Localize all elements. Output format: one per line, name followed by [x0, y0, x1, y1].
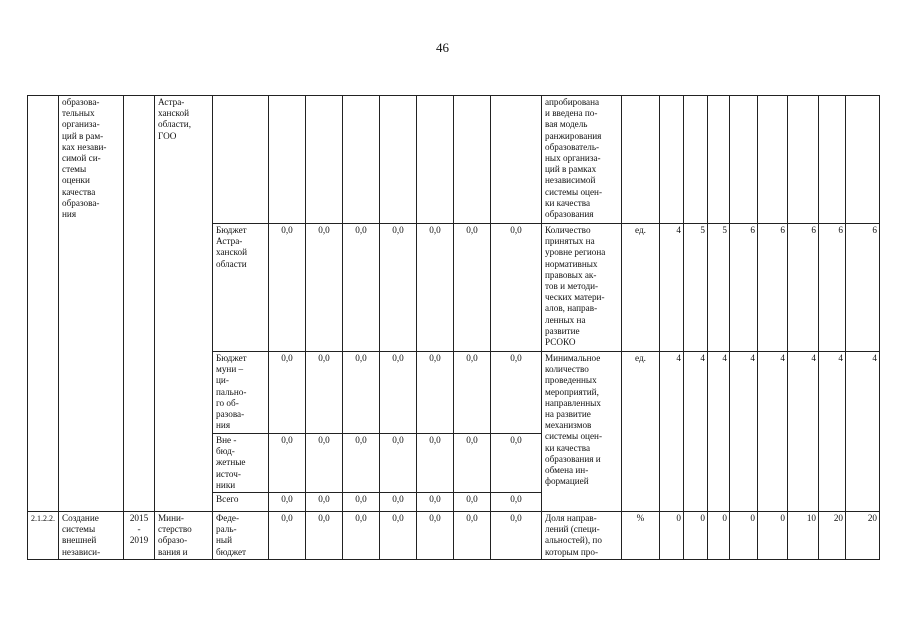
budget-value: 0,0: [269, 434, 306, 493]
budget-value: 0,0: [380, 434, 417, 493]
indicator-value: 4: [788, 352, 819, 512]
budget-value: 0,0: [454, 512, 491, 560]
indicator-value: 6: [846, 224, 880, 352]
indicator-value: 4: [730, 352, 758, 512]
budget-value: 0,0: [306, 224, 343, 352]
indicator-text: Минимальное количество проведенных мероприятий, направленных на развитие механизмов системы оцен- ки качества образования и обмена ин- формацией: [542, 352, 622, 512]
source-label: Всего: [213, 493, 269, 512]
budget-value: 0,0: [343, 434, 380, 493]
budget-value: 0,0: [491, 512, 542, 560]
indicator-value: 4: [660, 352, 684, 512]
indicator-value: 4: [708, 352, 730, 512]
budget-value: 0,0: [454, 493, 491, 512]
indicator-unit: %: [622, 512, 660, 560]
indicator-value: 4: [660, 224, 684, 352]
indicator-value: 6: [788, 224, 819, 352]
indicator-value: 5: [684, 224, 708, 352]
budget-value: 0,0: [306, 352, 343, 434]
period-cell: [124, 96, 155, 512]
indicator-text: апробирована и введена по- вая модель ранжирования образователь- ных организа- ций в рамках независимой системы оцен- ки качества образования: [542, 96, 622, 224]
budget-value: 0,0: [269, 493, 306, 512]
budget-value: 0,0: [343, 224, 380, 352]
budget-value: 0,0: [306, 493, 343, 512]
row-code: 2.1.2.2.: [28, 512, 59, 560]
budget-value: 0,0: [380, 352, 417, 434]
indicator-value: 0: [758, 512, 788, 560]
indicator-value: 5: [708, 224, 730, 352]
executor-cell: Астра- ханской области, ГОО: [155, 96, 213, 512]
budget-value: 0,0: [306, 434, 343, 493]
budget-value: 0,0: [269, 224, 306, 352]
indicator-text: Количество принятых на уровне региона нормативных правовых ак- тов и методи- ческих матери- алов, направ- ленных на развитие РСОКО: [542, 224, 622, 352]
indicator-value: 0: [730, 512, 758, 560]
budget-value: 0,0: [343, 493, 380, 512]
indicator-value: 6: [819, 224, 846, 352]
indicator-text: Доля направ- лений (специ- альностей), по которым про-: [542, 512, 622, 560]
indicator-value: 0: [660, 512, 684, 560]
budget-value: 0,0: [380, 512, 417, 560]
indicator-value: 4: [819, 352, 846, 512]
row-code-cell: [28, 96, 59, 512]
budget-value: 0,0: [417, 352, 454, 434]
budget-value: 0,0: [380, 493, 417, 512]
indicator-value: 4: [758, 352, 788, 512]
source-label: Феде- раль- ный бюджет: [213, 512, 269, 560]
budget-value: 0,0: [491, 493, 542, 512]
budget-value: 0,0: [306, 512, 343, 560]
budget-value: 0,0: [491, 352, 542, 434]
activity-name: Создание системы внешней независи-: [59, 512, 124, 560]
budget-value: 0,0: [343, 512, 380, 560]
budget-value: 0,0: [269, 352, 306, 434]
budget-value: 0,0: [417, 434, 454, 493]
source-label: Вне - бюд- жетные источ- ники: [213, 434, 269, 493]
indicator-value: 0: [684, 512, 708, 560]
indicator-value: 20: [846, 512, 880, 560]
budget-value: 0,0: [491, 224, 542, 352]
budget-value: 0,0: [417, 224, 454, 352]
indicator-value: 20: [819, 512, 846, 560]
activity-name: образова- тельных организа- ций в рам- ках незави- симой си- стемы оценки качества образова- ния: [59, 96, 124, 512]
table-row: [28, 96, 880, 224]
page-number: 46: [436, 40, 449, 55]
budget-value: 0,0: [454, 434, 491, 493]
executor-cell: Мини- стерство образо- вания и: [155, 512, 213, 560]
indicator-value: 6: [730, 224, 758, 352]
budget-value: 0,0: [417, 493, 454, 512]
indicator-unit: ед.: [622, 352, 660, 512]
period-cell: 2015 - 2019: [124, 512, 155, 560]
budget-value: 0,0: [343, 352, 380, 434]
indicator-value: 6: [758, 224, 788, 352]
table-row: [28, 512, 880, 560]
budget-value: 0,0: [380, 224, 417, 352]
source-label: Бюджет муни – ци- пально- го об- разова- ния: [213, 352, 269, 434]
budget-value: 0,0: [269, 512, 306, 560]
budget-value: 0,0: [417, 512, 454, 560]
program-table: [27, 95, 880, 560]
indicator-value: 0: [708, 512, 730, 560]
indicator-value: 4: [684, 352, 708, 512]
budget-value: 0,0: [454, 224, 491, 352]
indicator-value: 10: [788, 512, 819, 560]
source-cell: [213, 96, 269, 224]
source-label: Бюджет Астра- ханской области: [213, 224, 269, 352]
budget-value: 0,0: [454, 352, 491, 434]
budget-value: 0,0: [491, 434, 542, 493]
indicator-value: 4: [846, 352, 880, 512]
indicator-unit: ед.: [622, 224, 660, 352]
